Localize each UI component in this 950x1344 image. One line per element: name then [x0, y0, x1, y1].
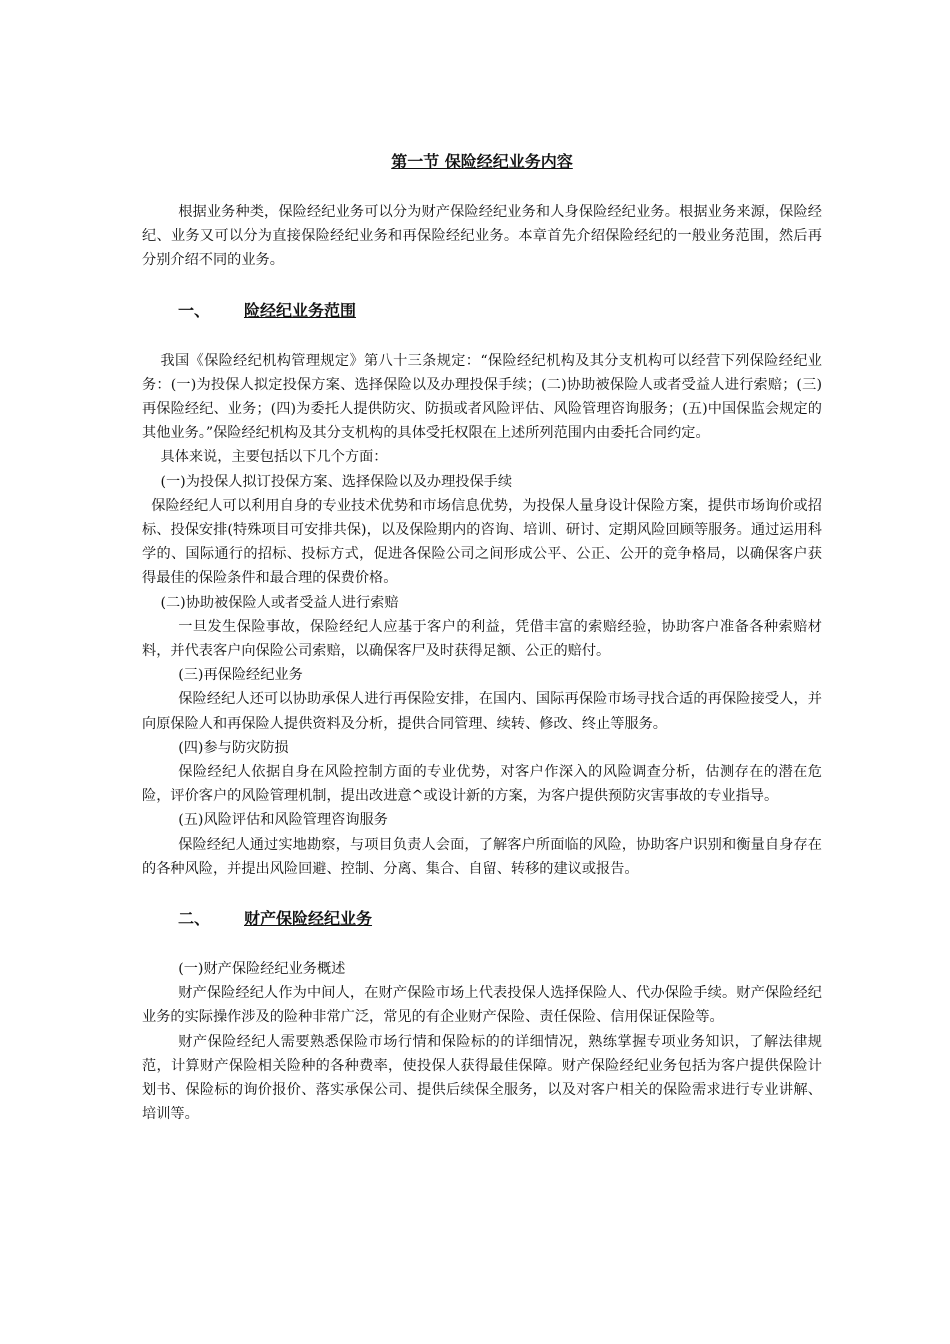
body-paragraph-2: 财产保险经纪人需要熟悉保险市场行情和保险标的的详细情况，熟练掌握专项业务知识，了解法律规范，计算财产保险相关险种的各种费率，使投保人获得最佳保障。财产保险经纪业务包括为客户提供保险计划书、保险标的询价报价、落实承保公司、提供后续保全服务，以及对客户相关的保险需求进行专业讲解、培训等。: [142, 1033, 822, 1123]
item-heading-3: (三)再保险经纪业务: [178, 667, 303, 684]
page-title: 第一节 保险经纪业务内容: [391, 152, 573, 171]
section-heading-1: [142, 299, 822, 323]
item-body-2: 一旦发生保险事故，保险经纪人应基于客户的利益，凭借丰富的索赔经验，协助客户准备各种索赔材料，并代表客户向保险公司索赔，以确保客尸及时获得足额、公正的赔付。: [142, 618, 822, 660]
section-number: 二、: [178, 909, 211, 929]
section-title: 财产保险经纪业务: [244, 909, 373, 929]
body-paragraph-1: 财产保险经纪人作为中间人，在财产保险市场上代表投保人选择保险人、代办保险手续。财产保险经纪业务的实际操作涉及的险种非常广泛，常见的有企业财产保险、责任保险、信用保证保险等。: [142, 985, 822, 1026]
lead-paragraph: 具体来说，主要包括以下几个方面：: [160, 449, 388, 466]
item-body-3: 保险经纪人还可以协助承保人进行再保险安排，在国内、国际再保险市场寻找合适的再保险接受人，并向原保险人和再保险人提供资料及分析，提供合同管理、续转、修改、终止等服务。: [142, 691, 822, 732]
item-heading-1: (一)为投保人拟订投保方案、选择保险以及办理投保手续: [160, 473, 513, 490]
item-body-5: 保险经纪人通过实地勘察，与项目负责人会面，了解客户所面临的风险，协助客户识别和衡量自身存在的各种风险，并提出风险回避、控制、分离、集合、自留、转移的建议或报告。: [142, 836, 822, 877]
item-heading-5: (五)风险评估和风险管理咨询服务: [178, 812, 388, 829]
section-title: 险经纪业务范围: [244, 300, 357, 320]
section-number: 一、: [178, 300, 211, 320]
item-body-1: 保险经纪人可以利用自身的专业技术优势和市场信息优势，为投保人量身设计保险方案，提供市场询价或招标、投保安排(特殊项目可安排共保)，以及保险期内的咨询、培训、研讨、定期风险回顾等服务。通过运用科学的、国际通行的招标、投标方式，促进各保险公司之间形成公平、公正、公开的竞争格局，以确保客户获得最佳的保险条件和最合理的保费价格。: [142, 497, 822, 587]
sub-heading: (一)财产保险经纪业务概述: [178, 961, 346, 978]
intro-paragraph: 根据业务种类，保险经纪业务可以分为财产保险经纪业务和人身保险经纪业务。根据业务来源，保险经纪、业务又可以分为直接保险经纪业务和再保险经纪业务。本章首先介绍保险经纪的一般业务范围，然后再分别介绍不同的业务。: [142, 204, 822, 269]
item-heading-2: (二)协助被保险人或者受益人进行索赔: [160, 594, 399, 611]
item-body-4: 保险经纪人依据自身在风险控制方面的专业优势，对客户作深入的风险调查分析，估测存在的潜在危险，评价客户的风险管理机制，提出改进意^或设计新的方案，为客户提供预防灾害事故的专业指导。: [142, 764, 822, 805]
item-heading-4: (四)参与防灾防损: [178, 739, 289, 756]
section-heading-2: [142, 907, 822, 931]
regulation-paragraph: 我国《保险经纪机构管理规定》第八十三条规定：“保险经纪机构及其分支机构可以经营下列保险经纪业务：(一)为投保人拟定投保方案、选择保险以及办理投保手续；(二)协助被保险人或者受益人进行索赔；(三)再保险经纪、业务；(四)为委托人提供防灾、防损或者风险评估、风险管理咨询服务；(五)中国保监会规定的其他业务。”保险经纪机构及其分支机构的具体受托权限在上述所列范围内由委托合同约定。: [142, 352, 822, 442]
